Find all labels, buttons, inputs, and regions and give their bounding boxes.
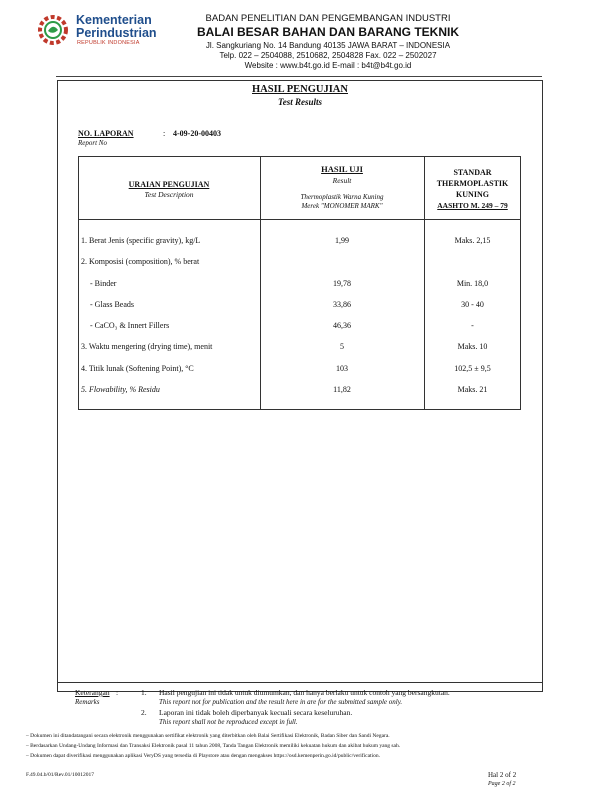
row-description: - Binder	[90, 279, 117, 288]
row-description: 4. Titik lunak (Softening Point), °C	[81, 364, 194, 373]
footnote: – Dokumen dapat diverifikasi menggunakan aplikasi VeryDS yang tersedia di Playstore atau dengan mengakses https://osd.kemenperin.go.id/public/verification.	[26, 753, 380, 759]
row-description: - CaCO₃ & Innert Fillers	[90, 321, 170, 330]
institute-address: Jl. Sangkuriang No. 14 Bandung 40135 JAWA BARAT – INDONESIA	[205, 41, 451, 50]
row-result: 19,78	[333, 279, 351, 288]
institute-phone: Telp. 022 – 2504088, 2510682, 2504828 Fax. 022 – 2502027	[219, 51, 437, 60]
remarks-colon: :	[116, 688, 119, 697]
remarks-label: Keterangan	[75, 688, 110, 697]
row-result: 5	[340, 342, 344, 351]
col-subheader-result: Result	[332, 176, 352, 185]
row-standard: Min. 18,0	[456, 279, 489, 288]
table-row	[78, 385, 521, 399]
row-standard: Maks. 21	[457, 385, 488, 394]
report-number-label: NO. LAPORAN	[78, 129, 134, 138]
table-row	[78, 257, 521, 271]
col-header-description: URAIAN PENGUJIAN	[128, 180, 210, 189]
remarks-divider	[57, 682, 543, 683]
report-number-value: 4-09-20-00403	[173, 129, 221, 138]
table-row	[78, 300, 521, 314]
row-result: 1,99	[335, 236, 349, 245]
gear-logo-icon	[36, 13, 70, 47]
table-row	[78, 364, 521, 378]
col-header-standard: KUNING	[456, 190, 489, 199]
col-header-standard: STANDAR	[453, 168, 492, 177]
col-result-brand: Merek "MONOMER MARK"	[301, 202, 383, 210]
footnote: – Berdasarkan Undang-Undang Informasi dan Transaksi Elektronik pasal 11 tahun 2008, Tanda Tangan Elektronik memiliki kekuatan hukum dan akibat hukum yang sah.	[26, 743, 401, 749]
table-row	[78, 342, 521, 356]
report-number-colon: :	[163, 129, 166, 138]
remark-text-en: This report not for publication and the result here in are for the submitted sample only.	[159, 698, 403, 706]
row-standard: Maks. 2,15	[454, 236, 491, 245]
row-standard: 30 - 40	[461, 300, 484, 309]
row-result: 33,86	[333, 300, 351, 309]
institute-name: BALAI BESAR BAHAN DAN BARANG TEKNIK	[197, 25, 459, 39]
logo-text-republik: REPUBLIK INDONESIA	[77, 40, 140, 46]
document-subtitle: Test Results	[278, 97, 322, 107]
table-row	[78, 321, 521, 335]
agency-name: BADAN PENELITIAN DAN PENGEMBANGAN INDUSTRI	[205, 13, 451, 24]
remarks-sublabel: Remarks	[75, 698, 100, 706]
report-number-sublabel: Report No	[78, 139, 107, 147]
document-title: HASIL PENGUJIAN	[252, 84, 348, 95]
logo-text-perindustrian: Perindustrian	[76, 26, 157, 40]
table-header-divider	[78, 219, 521, 220]
row-result: 103	[336, 364, 348, 373]
remark-text: Laporan ini tidak boleh diperbanyak kecuali secara keseluruhan.	[159, 708, 353, 717]
col-header-standard-ref: AASHTO M. 249 – 79	[437, 201, 508, 210]
page-number-en: Page 2 of 2	[488, 781, 516, 787]
footnote: – Dokumen ini ditandatangani secara elektronik menggunakan sertifikat elektronik yang diterbitkan oleh Balai Sertifikasi Elektronik, Badan Siber dan Sandi Negara.	[26, 733, 390, 739]
row-description: 2. Komposisi (composition), % berat	[81, 257, 200, 266]
table-row	[78, 279, 521, 293]
row-description: - Glass Beads	[90, 300, 134, 309]
col-header-result: HASIL UJI	[321, 164, 363, 174]
row-result: 46,36	[333, 321, 351, 330]
col-result-sample: Thermoplastik Warna Kuning	[300, 193, 384, 201]
remark-text-en: This report shall not be reproduced except in full.	[159, 718, 298, 726]
row-description: 1. Berat Jenis (specific gravity), kg/L	[81, 236, 201, 245]
row-description: 5. Flowability, % Residu	[81, 385, 160, 394]
remark-text: Hasil pengujian ini tidak untuk diumumkan, dan hanya berlaku untuk contoh yang bersangkutan.	[159, 688, 450, 697]
row-standard: -	[471, 321, 474, 330]
col-header-standard: THERMOPLASTIK	[436, 179, 509, 188]
header-divider	[56, 76, 542, 77]
page-number: Hal 2 of 2	[488, 771, 517, 779]
row-standard: 102,5 ± 9,5	[454, 364, 491, 373]
institute-web: Website : www.b4t.go.id E-mail : b4t@b4t.go.id	[244, 61, 412, 70]
row-description: 3. Waktu mengering (drying time), menit	[81, 342, 213, 351]
row-standard: Maks. 10	[457, 342, 488, 351]
table-row	[78, 236, 521, 250]
row-result: 11,82	[333, 385, 351, 394]
col-subheader-description: Test Description	[144, 190, 194, 199]
remark-number: 2.	[141, 708, 147, 717]
remark-number: 1.	[141, 688, 147, 697]
form-code: F.49.04.b/01/Rev.01/10012017	[26, 772, 94, 778]
logo-text-kementerian: Kementerian	[76, 13, 152, 27]
